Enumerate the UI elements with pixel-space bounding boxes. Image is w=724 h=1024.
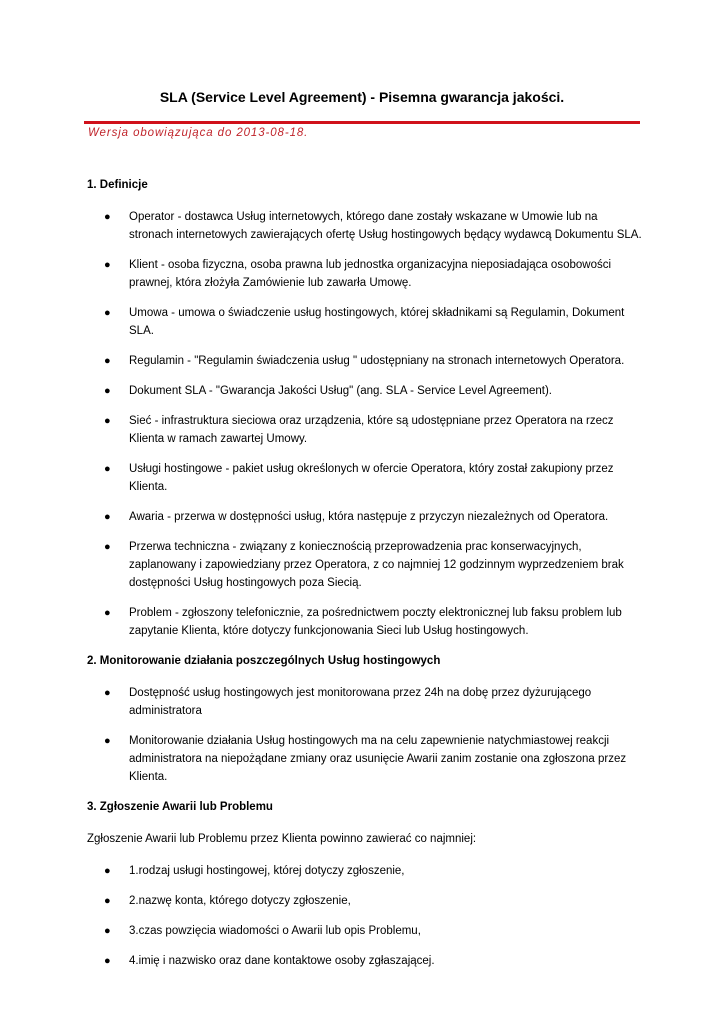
bullet-icon: ● xyxy=(104,925,111,937)
bullet-icon: ● xyxy=(104,415,111,427)
list-item: ● Dostępność usług hostingowych jest monitorowana przez 24h na dobę przez dyżurującego administratora xyxy=(87,684,643,720)
list-item: ● Przerwa techniczna - związany z koniecznością przeprowadzenia prac konserwacyjnych, zaplanowany i zapowiedziany przez Operatora, z co najmniej 12 godzinnym wyprzedzeniem brak dostępności Usług hostingowych poza Siecią. xyxy=(87,538,643,592)
bullet-icon: ● xyxy=(104,259,111,271)
bullet-icon: ● xyxy=(104,735,111,747)
bullet-icon: ● xyxy=(104,385,111,397)
list-item: ● 2.nazwę konta, którego dotyczy zgłoszenie, xyxy=(87,892,643,910)
title-divider xyxy=(84,121,640,124)
document-body xyxy=(87,176,643,982)
list-item: ● Usługi hostingowe - pakiet usług określonych w ofercie Operatora, który został zakupiony przez Klienta. xyxy=(87,460,643,496)
bullet-icon: ● xyxy=(104,687,111,699)
monitoring-list xyxy=(87,684,643,786)
bullet-icon: ● xyxy=(104,463,111,475)
bullet-icon: ● xyxy=(104,607,111,619)
section-heading-definitions: 1. Definicje xyxy=(87,179,148,191)
list-item: ● Regulamin - "Regulamin świadczenia usług " udostępniany na stronach internetowych Operatora. xyxy=(87,352,643,370)
bullet-icon: ● xyxy=(104,307,111,319)
list-item: ● Awaria - przerwa w dostępności usług, która następuje z przyczyn niezależnych od Operatora. xyxy=(87,508,643,526)
list-item: ● Klient - osoba fizyczna, osoba prawna lub jednostka organizacyjna nieposiadająca osobowości prawnej, która złożyła Zamówienie lub zawarła Umowę. xyxy=(87,256,643,292)
bullet-icon: ● xyxy=(104,211,111,223)
bullet-icon: ● xyxy=(104,865,111,877)
bullet-icon: ● xyxy=(104,355,111,367)
section-heading-monitoring: 2. Monitorowanie działania poszczególnych Usług hostingowych xyxy=(87,655,441,667)
list-item: ● Monitorowanie działania Usług hostingowych ma na celu zapewnienie natychmiastowej reakcji administratora na niepożądane zmiany oraz usunięcie Awarii zanim zostanie ona zgłoszona przez Klienta. xyxy=(87,732,643,786)
definitions-list xyxy=(87,208,643,640)
list-item: ● Problem - zgłoszony telefonicznie, za pośrednictwem poczty elektronicznej lub faksu problem lub zapytanie Klienta, które dotyczy funkcjonowania Sieci lub Usług hostingowych. xyxy=(87,604,643,640)
bullet-icon: ● xyxy=(104,955,111,967)
reporting-intro: Zgłoszenie Awarii lub Problemu przez Klienta powinno zawierać co najmniej: xyxy=(87,833,477,845)
section-heading-reporting: 3. Zgłoszenie Awarii lub Problemu xyxy=(87,801,273,813)
bullet-icon: ● xyxy=(104,895,111,907)
list-item: ● 1.rodzaj usługi hostingowej, której dotyczy zgłoszenie, xyxy=(87,862,643,880)
list-item: ● 3.czas powzięcia wiadomości o Awarii lub opis Problemu, xyxy=(87,922,643,940)
list-item: ● Dokument SLA - "Gwarancja Jakości Usług" (ang. SLA - Service Level Agreement). xyxy=(87,382,643,400)
version-note: Wersja obowiązująca do 2013-08-18. xyxy=(88,127,309,139)
document-title: SLA (Service Level Agreement) - Pisemna gwarancja jakości. xyxy=(159,89,565,105)
list-item: ● 4.imię i nazwisko oraz dane kontaktowe osoby zgłaszającej. xyxy=(87,952,643,970)
reporting-list xyxy=(87,862,643,970)
list-item: ● Sieć - infrastruktura sieciowa oraz urządzenia, które są udostępniane przez Operatora na rzecz Klienta w ramach zawartej Umowy. xyxy=(87,412,643,448)
bullet-icon: ● xyxy=(104,541,111,553)
list-item: ● Operator - dostawca Usług internetowych, którego dane zostały wskazane w Umowie lub na stronach internetowych zawierających ofertę Usług hostingowych będący wydawcą Dokumentu SLA. xyxy=(87,208,643,244)
bullet-icon: ● xyxy=(104,511,111,523)
list-item: ● Umowa - umowa o świadczenie usług hostingowych, której składnikami są Regulamin, Dokument SLA. xyxy=(87,304,643,340)
